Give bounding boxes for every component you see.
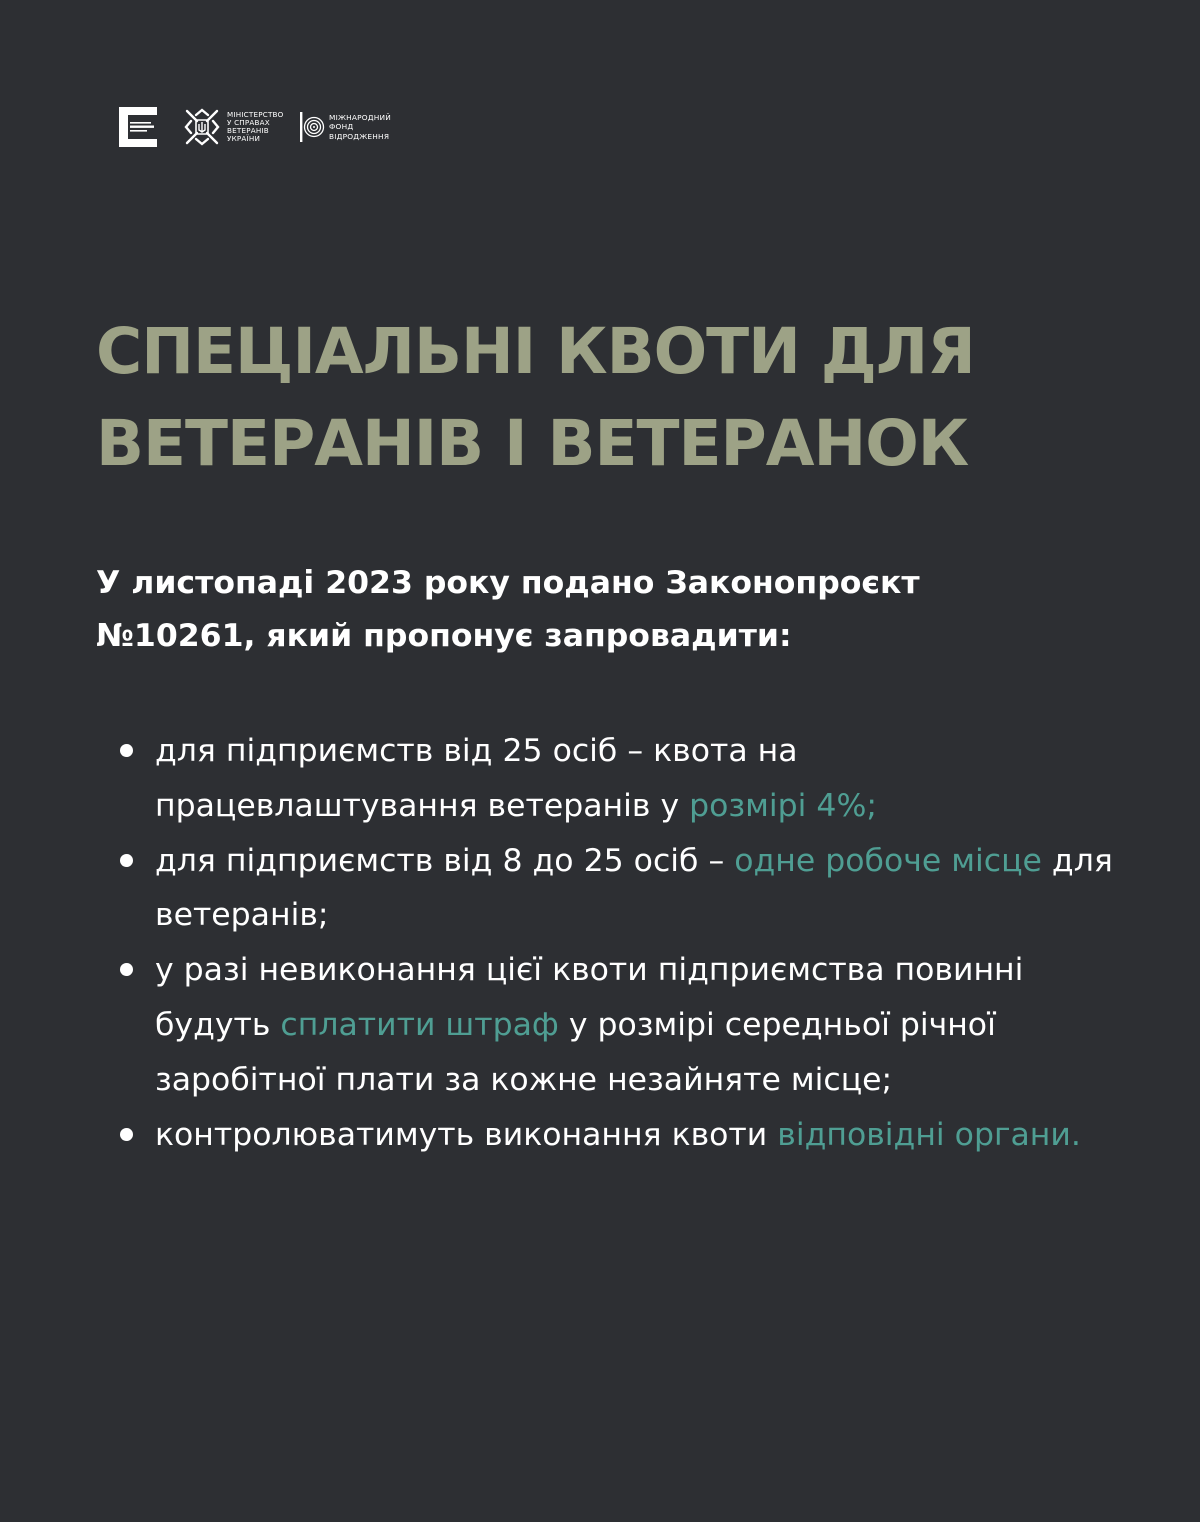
intro-line-1: У листопаді 2023 року подано Законопроєкт [96,565,920,601]
list-item-text: контролюватимуть виконання квоти [155,1116,778,1153]
intro-line-2: №10261, який пропонує запровадити: [96,618,792,654]
list-item-text: у разі невиконання цієї квоти підприємства повинні будуть [155,952,1024,1043]
ministry-emblem-icon [183,107,221,147]
ministry-name-line: МІНІСТЕРСТВО [227,109,284,119]
irf-logo [299,110,419,144]
list-item-highlight: розмірі 4%; [689,787,877,824]
intro-paragraph [96,557,1116,663]
list-item [155,724,1115,834]
list-item-text: для ветеранів; [155,842,1113,934]
ministry-name [227,111,287,144]
quota-list [155,724,1115,1162]
list-item-text: для підприємств від 8 до 25 осіб – [155,842,735,879]
list-item-text: у розмірі середньої річної заробітної плати за кожне незайняте місце; [155,1006,996,1098]
ministry-logo [183,107,287,147]
logos-bar [119,105,419,149]
title-line-1: СПЕЦІАЛЬНІ КВОТИ ДЛЯ [96,315,975,388]
ministry-name-line: У СПРАВАХ [227,117,270,127]
irf-name-line: ВІДРОДЖЕННЯ [329,131,390,141]
irf-name-line: ФОНД [329,122,354,132]
page-title [96,306,1116,490]
irf-name-line: МІЖНАРОДНИЙ [329,112,391,122]
list-item-text: для підприємств від 25 осіб – квота на працевлаштування ветеранів у [155,733,798,824]
list-item-highlight: сплатити штраф [280,1006,559,1043]
veteran-fund-logo [119,107,157,147]
ministry-name-line: УКРАЇНИ [227,134,261,144]
irf-name [329,113,419,142]
irf-icon [299,110,325,144]
list-item [155,1108,1115,1163]
list-item [155,943,1115,1107]
list-item-highlight: одне робоче місце [734,842,1042,879]
list-item [155,834,1115,944]
ministry-name-line: ВЕТЕРАНІВ [227,126,269,135]
list-item-highlight: відповідні органи. [777,1116,1081,1153]
title-line-2: ВЕТЕРАНІВ І ВЕТЕРАНОК [96,407,969,480]
veteran-fund-icon [119,107,157,147]
